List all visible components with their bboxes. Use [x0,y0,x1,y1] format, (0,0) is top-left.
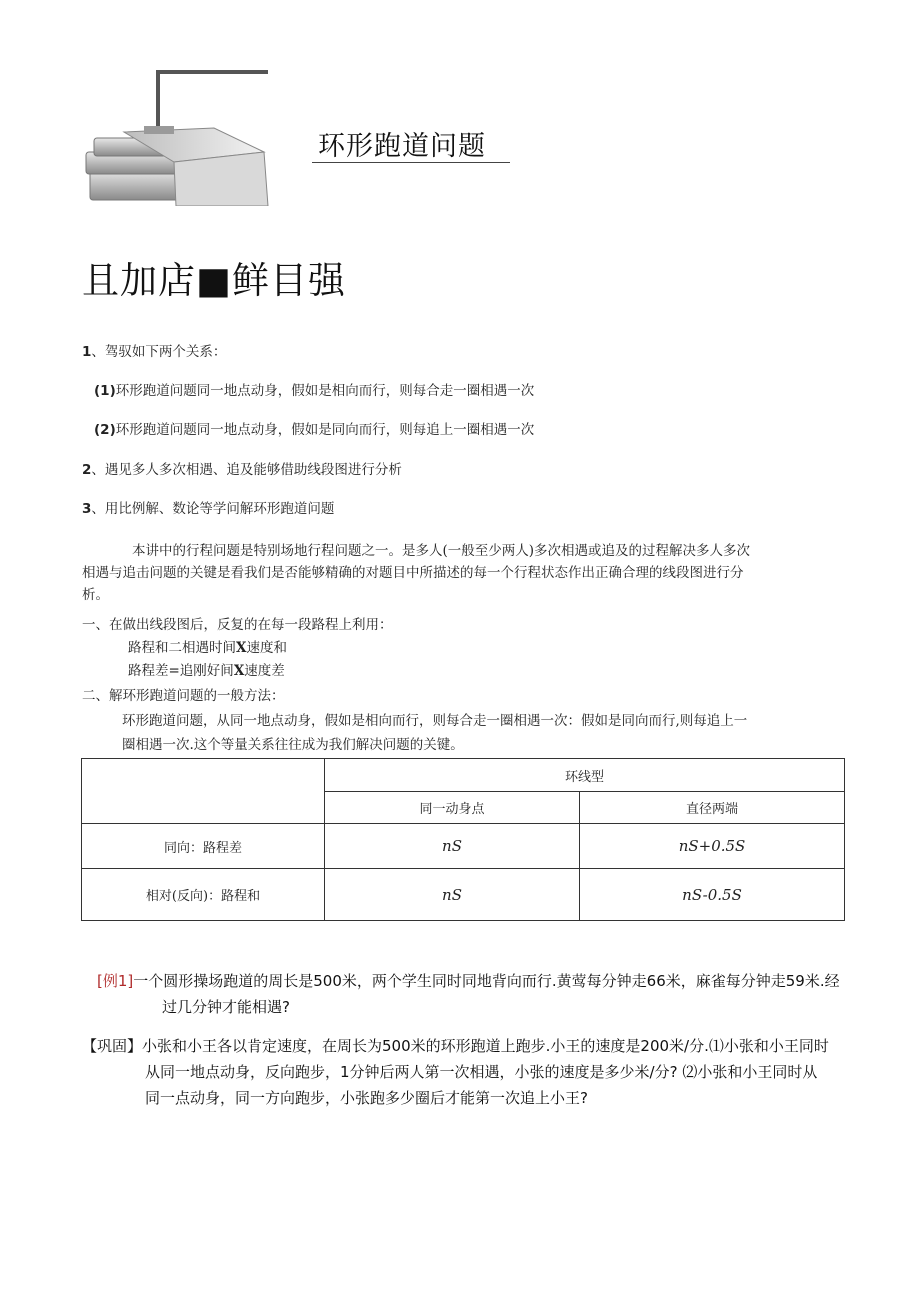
formula-text: 路程差=追刚好间 [128,663,234,679]
formula-distance-sum [128,637,287,659]
method2-line: 圈相遇一次.这个等量关系往往成为我们解决问题的关键。 [122,737,464,753]
point-number: 2 [82,462,92,478]
point-number: (1) [94,383,116,399]
point-text: 环形跑道问题同一地点动身，假如是相向而行，则每合走一圈相遇一次 [115,383,535,399]
intro-line: 析。 [82,587,109,603]
table-cell: nS-0.5S [580,869,845,921]
point-1-2 [94,418,534,438]
table-row [82,824,845,869]
point-3 [82,497,334,517]
point-text: 、用比例解、数论等学问解环形跑道问题 [91,501,335,517]
consolidation-text: 小张和小王各以肯定速度，在周长为500米的环形跑道上跑步.小王的速度是200米/分.⑴小张和小王同时 [142,1037,829,1055]
formula-text: 速度和 [246,640,287,656]
table-row-label: 同向：路程差 [82,824,325,869]
point-text: 环形跑道问题同一地点动身，假如是同向而行，则每追上一圈相遇一次 [115,422,535,438]
consolidation-exercise [82,1033,862,1111]
table-group-header: 环线型 [325,759,845,792]
document-title: 环形跑道问题 [318,131,486,162]
example-tag: [例1] [97,972,134,990]
point-text: 、遇见多人多次相遇、追及能够借助线段图进行分析 [91,462,402,478]
books-illustration [84,66,270,206]
example-text: 过几分钟才能相遇? [162,998,290,1016]
intro-line: 本讲中的行程问题是特别场地行程问题之一。是多人(一般至少两人)多次相遇或追及的过程解决多人多次 [132,543,751,559]
multiply-sign: X [233,663,245,679]
table-row-label: 相对(反向)：路程和 [82,869,325,921]
consolidation-tag: 【巩固】 [82,1037,143,1055]
method1-heading: 一、在做出线段图后，反复的在每一段路程上利用： [82,617,393,633]
point-text: 、驾驭如下两个关系： [91,344,227,360]
table-row [82,869,845,921]
formula-text: 速度差 [244,663,285,679]
point-1 [82,340,226,360]
point-number: 1 [82,344,92,360]
consolidation-text: 同一点动身，同一方向跑步，小张跑多少圈后才能第一次追上小王? [145,1089,588,1107]
section-heading: 且加店■鲜目强 [82,259,346,302]
title-underline [312,162,510,163]
point-2 [82,458,402,478]
point-number: 3 [82,501,92,517]
method2-line: 环形跑道问题，从同一地点动身，假如是相向而行，则每合走一圈相遇一次：假如是同向而行,则每追上一 [122,713,748,729]
point-number: (2) [94,422,116,438]
table-corner-cell [82,759,325,824]
consolidation-line [82,1033,862,1059]
table-header-row [82,759,845,792]
formula-distance-diff [128,660,285,682]
table-cell: nS+0.5S [580,824,845,869]
method2-heading: 二、解环形跑道问题的一般方法： [82,688,285,704]
formula-text: 路程和二相遇时间 [128,640,236,656]
intro-paragraph [82,540,852,606]
consolidation-text: 从同一地点动身，反向跑步，1分钟后两人第一次相遇，小张的速度是多少米/分? ⑵小张和小王同时从 [145,1063,818,1081]
multiply-sign: X [236,640,247,656]
example-text: 一个圆形操场跑道的周长是500米，两个学生同时同地背向而行.黄莺每分钟走66米，麻雀每分钟走59米.经 [133,972,840,990]
intro-line: 相遇与追击问题的关键是看我们是否能够精确的对题目中所描述的每一个行程状态作出正确合理的线段图进行分 [82,565,744,581]
table-col-header: 直径两端 [580,792,845,824]
table-cell: nS [325,824,580,869]
point-1-1 [94,379,534,399]
table-cell: nS [325,869,580,921]
formula-table [81,758,845,921]
example-1 [97,968,857,1020]
table-col-header: 同一动身点 [325,792,580,824]
example-line [97,968,857,994]
